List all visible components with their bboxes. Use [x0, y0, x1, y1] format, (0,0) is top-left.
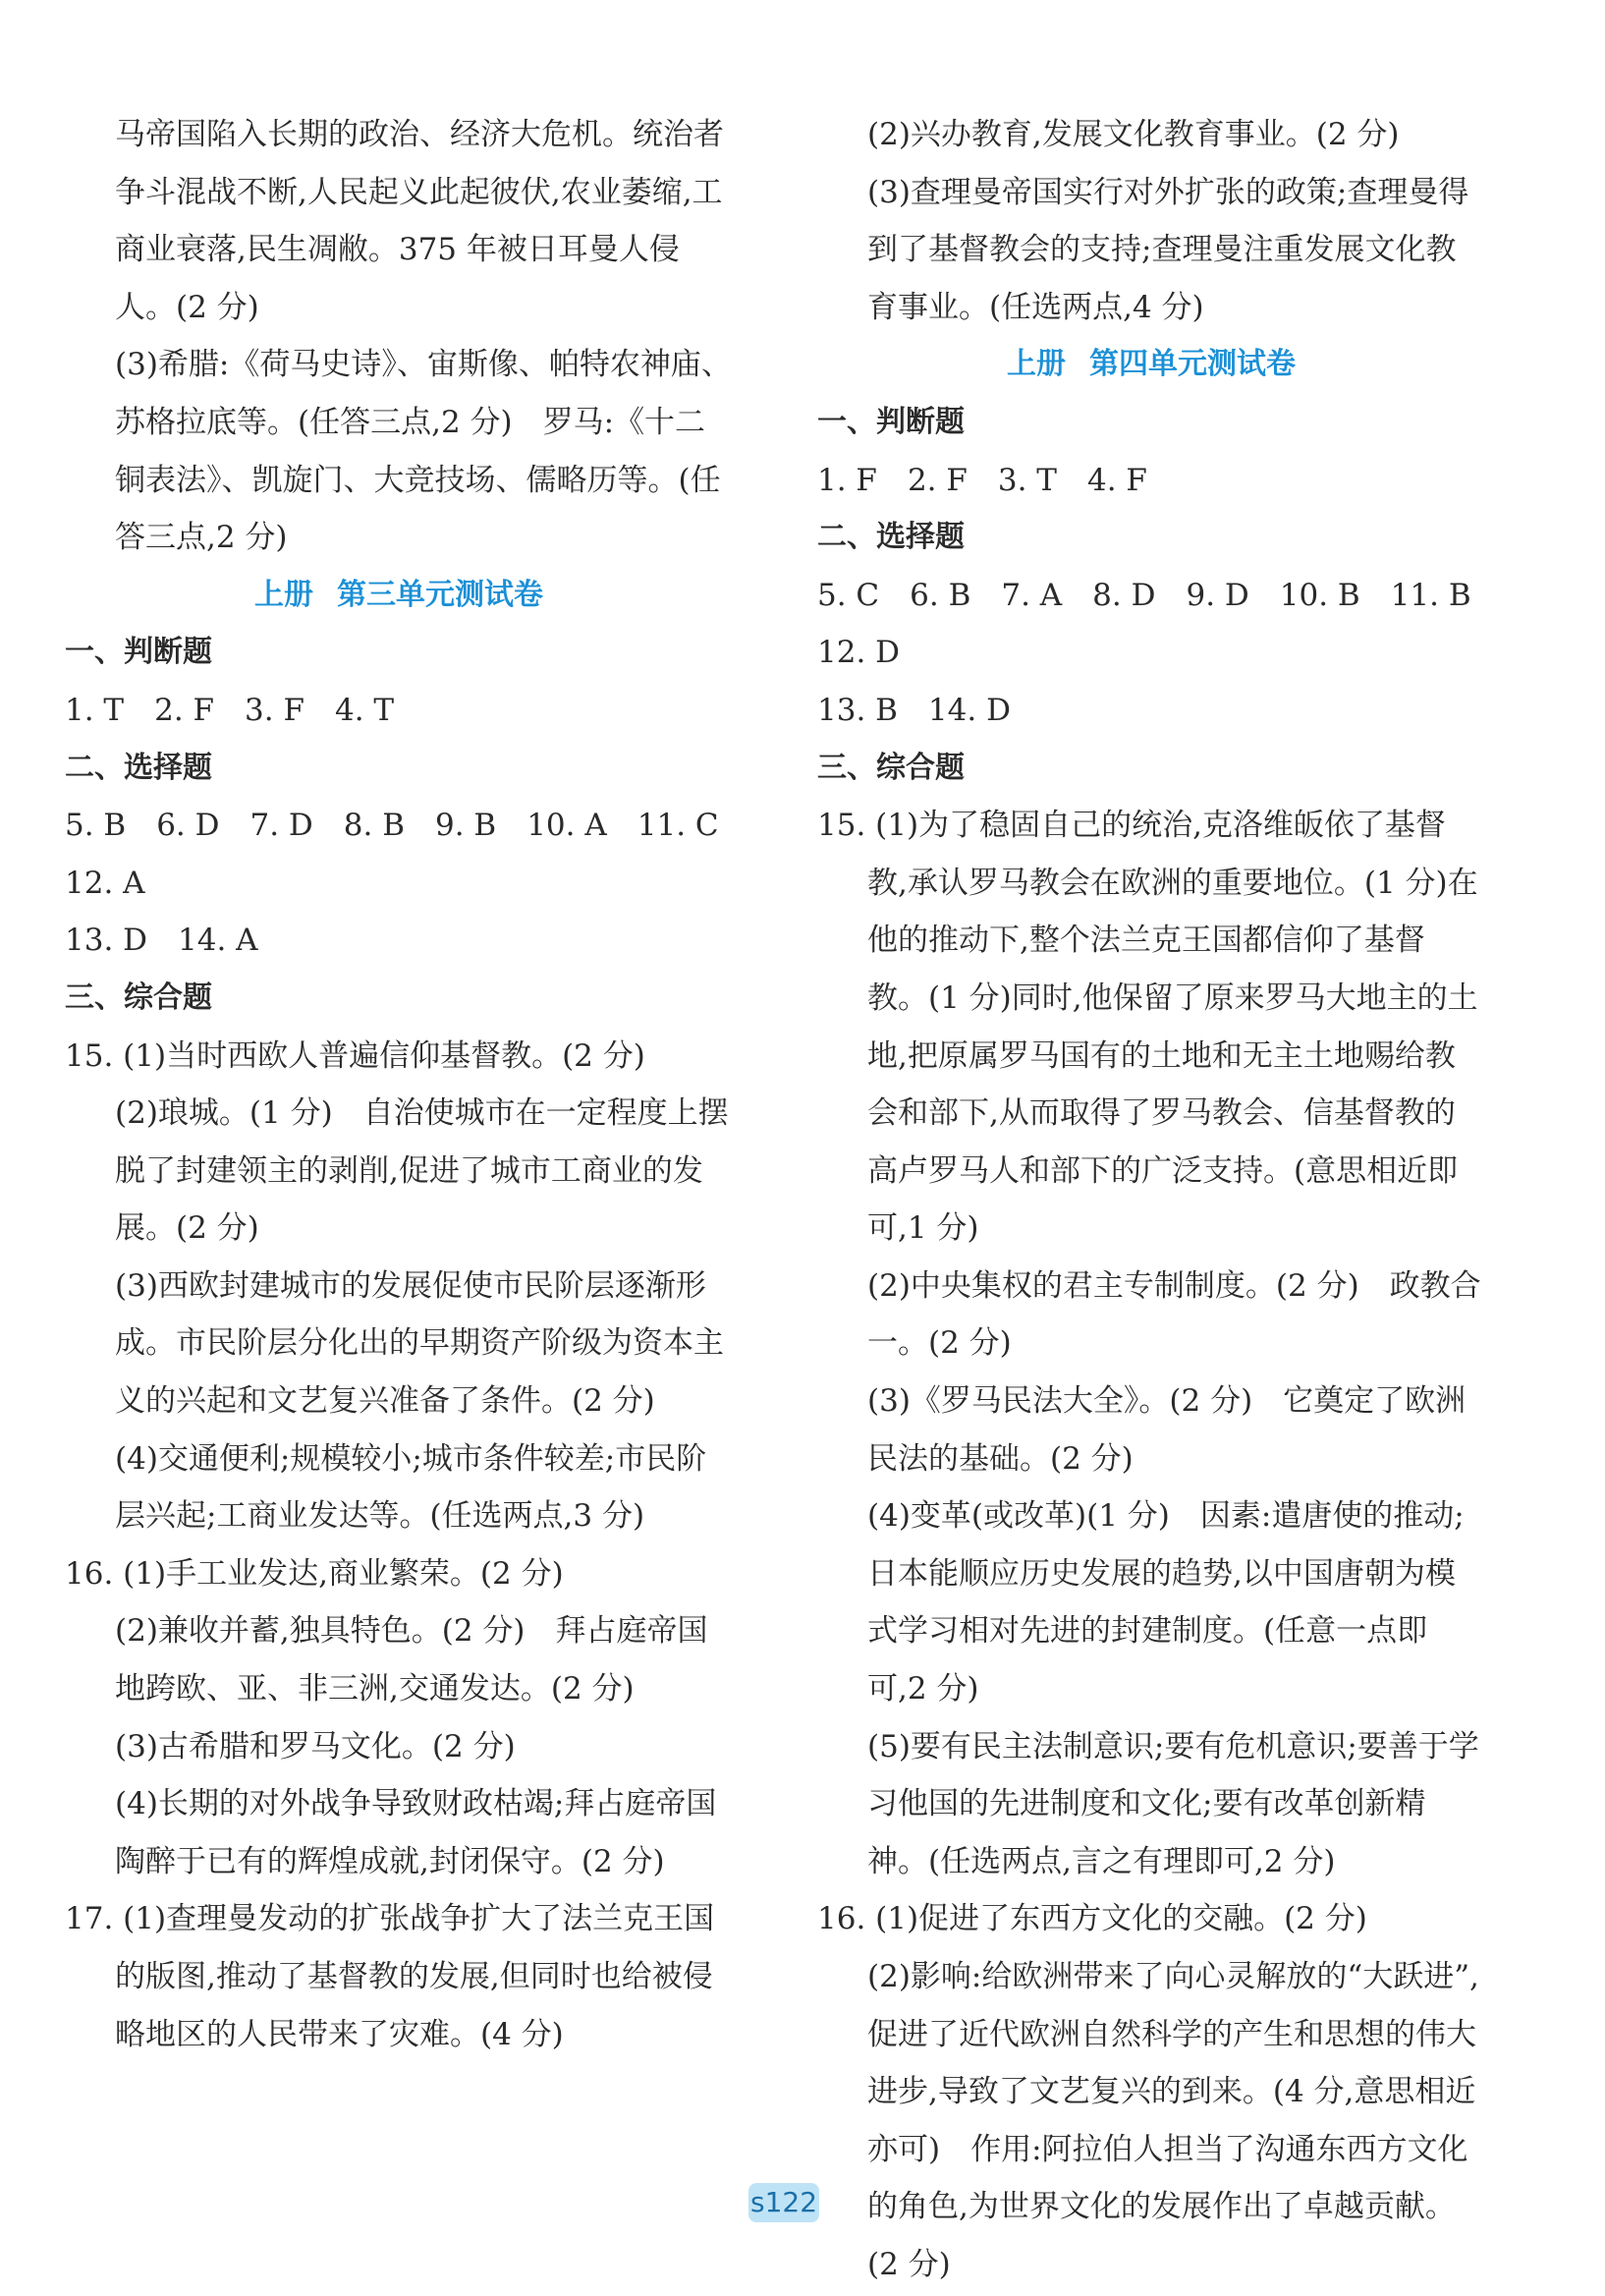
section-title: 一、判断题 [817, 404, 965, 439]
answer-item: (3)西欧封建城市的发展促使市民阶层逐渐形成。市民阶层分化出的早期资产阶级为资本主义的兴起和文艺复兴准备了条件。(2 分) [115, 1267, 724, 1420]
unit-3-heading [65, 567, 733, 625]
answer-line: 1. T 2. F 3. F 4. T [65, 692, 395, 728]
left-column [65, 106, 749, 2063]
answer-item: (3)《罗马民法大全》。(2 分) 它奠定了欧洲民法的基础。(2 分) [867, 1383, 1467, 1477]
answer-line: 13. B 14. D [817, 692, 1011, 728]
section-title: 二、选择题 [817, 520, 965, 555]
right-column [817, 106, 1502, 2294]
unit-4-heading [817, 336, 1485, 394]
answer-line: 1. F 2. F 3. T 4. F [817, 462, 1147, 498]
section-title: 三、综合题 [65, 980, 212, 1015]
question-16: 16. (1)促进了东西方文化的交融。(2 分) [817, 1901, 1367, 1937]
answer-item: (4)变革(或改革)(1 分) 因素:遣唐使的推动;日本能顺应历史发展的趋势,以中国唐朝为模式学习相对先进的封建制度。(任意一点即可,2 分) [867, 1498, 1465, 1708]
paragraph: 马帝国陷入长期的政治、经济大危机。统治者争斗混战不断,人民起义此起彼伏,农业萎缩,工商业衰落,民生凋敝。375 年被日耳曼人侵人。(2 分) [115, 117, 724, 325]
answer-line: 5. C 6. B 7. A 8. D 9. D 10. B 11. B 12. D [817, 577, 1502, 671]
question-15: 15. (1)当时西欧人普遍信仰基督教。(2 分) [65, 1037, 645, 1074]
answer-item: (4)长期的对外战争导致财政枯竭;拜占庭帝国陶醉于已有的辉煌成就,封闭保守。(2 分) [115, 1786, 717, 1879]
heading-title: 第三单元测试卷 [337, 577, 543, 612]
answer-item: (2)兼收并蓄,独具特色。(2 分) 拜占庭帝国地跨欧、亚、非三洲,交通发达。(2 分) [115, 1613, 708, 1708]
answer-item: (2)兴办教育,发展文化教育事业。(2 分) [867, 117, 1400, 152]
heading-book: 上册 [254, 577, 313, 612]
answer-item: (4)交通便利;规模较小;城市条件较差;市民阶层兴起;工商业发达等。(任选两点,3 分) [115, 1440, 707, 1535]
section-title: 二、选择题 [65, 750, 212, 785]
answer-item: (3)查理曼帝国实行对外扩张的政策;查理曼得到了基督教会的支持;查理曼注重发展文化教育事业。(任选两点,4 分) [867, 174, 1469, 325]
section-title: 一、判断题 [65, 635, 212, 670]
question-17: 17. (1)查理曼发动的扩张战争扩大了法兰克王国的版图,推动了基督教的发展,但同时也给被侵略地区的人民带来了灾难。(4 分) [65, 1901, 715, 2052]
answer-item: (2)中央集权的君主专制制度。(2 分) 政教合一。(2 分) [867, 1267, 1481, 1362]
answer-line: 13. D 14. A [65, 923, 258, 959]
page-number: s122 [748, 2183, 819, 2222]
question-16: 16. (1)手工业发达,商业繁荣。(2 分) [65, 1555, 564, 1592]
heading-book: 上册 [1007, 347, 1066, 382]
answer-item: (5)要有民主法制意识;要有危机意识;要善于学习他国的先进制度和文化;要有改革创新精神。(任选两点,言之有理即可,2 分) [867, 1728, 1479, 1879]
paragraph: (3)希腊:《荷马史诗》、宙斯像、帕特农神庙、苏格拉底等。(任答三点,2 分) 罗马:《十二铜表法》、凯旋门、大竞技场、儒略历等。(任答三点,2 分) [115, 347, 732, 556]
answer-item: (2)琅城。(1 分) 自治使城市在一定程度上摆脱了封建领主的剥削,促进了城市工商业的发展。(2 分) [115, 1095, 729, 1247]
heading-title: 第四单元测试卷 [1089, 347, 1296, 382]
answer-line: 5. B 6. D 7. D 8. B 9. B 10. A 11. C 12. A [65, 808, 749, 901]
question-15: 15. (1)为了稳固自己的统治,克洛维皈依了基督教,承认罗马教会在欧洲的重要地位。(1 分)在他的推动下,整个法兰克王国都信仰了基督教。(1 分)同时,他保留了原来罗马大地主的土地,把原属罗马国有的土地和无主土地赐给教会和部下,从而取得了罗马教会、信基督教的高卢罗马人和部下的广泛支持。(意思相近即可,1 分) [817, 808, 1478, 1247]
answer-item: (3)古希腊和罗马文化。(2 分) [115, 1728, 516, 1764]
section-title: 三、综合题 [817, 750, 965, 785]
answer-item: (2)影响:给欧洲带来了向心灵解放的“大跃进”,促进了近代欧洲自然科学的产生和思想的伟大进步,导致了文艺复兴的到来。(4 分,意思相近亦可) 作用:阿拉伯人担当了沟通东西方文化的角色,为世界文化的发展作出了卓越贡献。(2 分) [867, 1959, 1479, 2282]
